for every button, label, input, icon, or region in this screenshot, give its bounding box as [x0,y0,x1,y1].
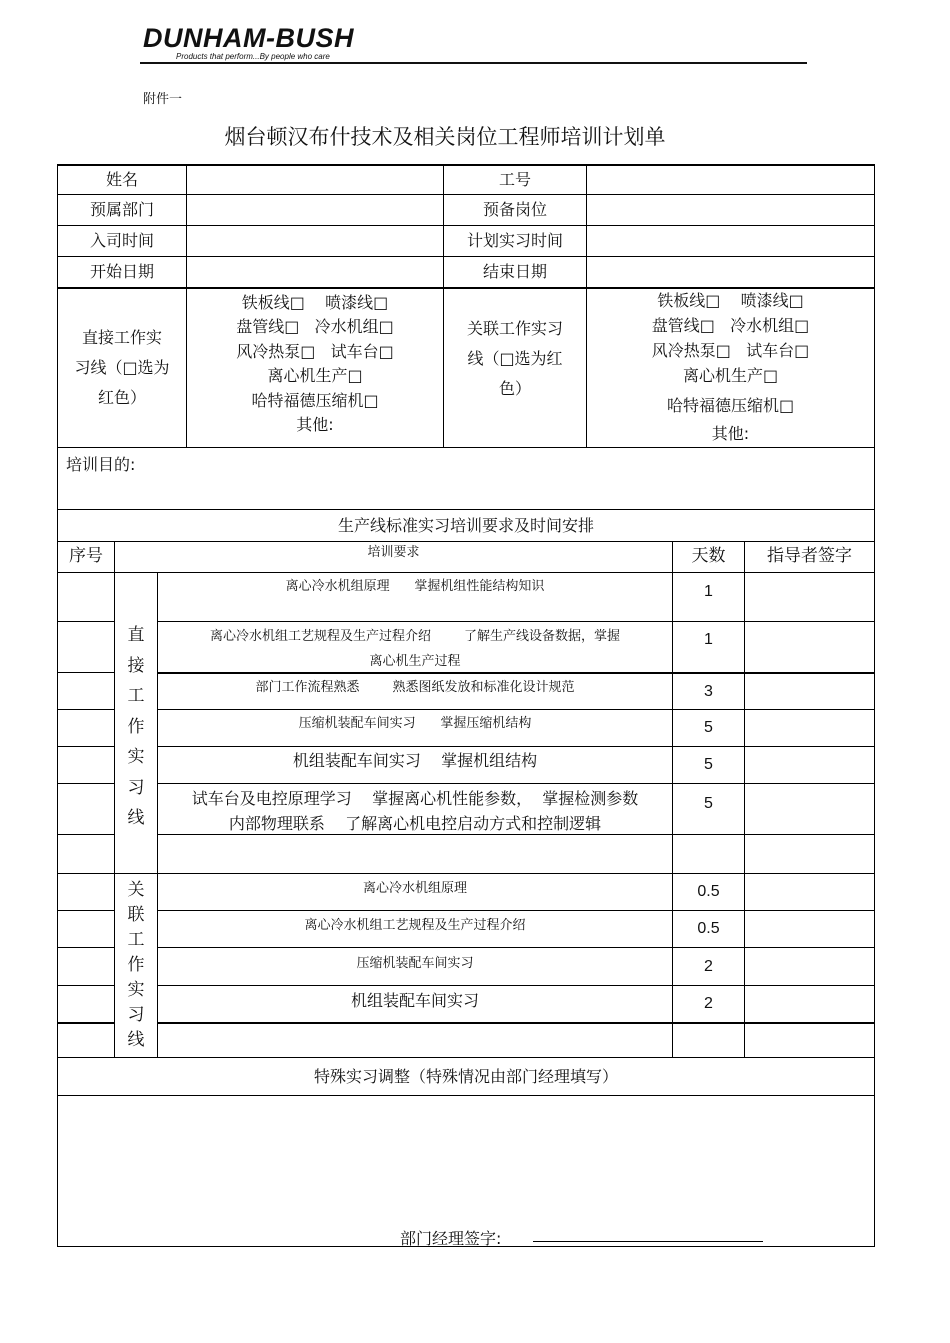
group-label-char: 线 [127,1030,145,1050]
start-date-label: 开始日期 [89,262,154,281]
end-date-label: 结束日期 [482,262,547,281]
group-label-char: 实 [127,980,145,1000]
direct-row-6-sign[interactable] [745,784,874,834]
related-row-3-sign[interactable] [745,948,874,985]
special-notes-field[interactable] [60,1098,872,1218]
direct-row-7-req[interactable] [158,835,672,873]
related-group-label [115,878,157,1053]
group-label-char: 作 [127,955,145,975]
employee-no-label: 工号 [498,169,531,189]
option-row[interactable]: 铁板线□ 喷漆线□ [657,291,804,310]
direct-row-6-req: 试车台及电控原理学习 掌握离心机性能参数， 掌握检测参数 内部物理联系 了解离心机电控启动方式和控制逻辑 [191,789,639,833]
hire-date-field[interactable] [187,226,443,256]
related-line-options[interactable] [587,289,874,445]
option-other[interactable]: 其他: [296,415,334,434]
attachment-label: 附件一 [143,92,183,107]
employee-no-field[interactable] [587,165,874,194]
start-date-field[interactable] [187,257,443,287]
header-divider [140,62,807,64]
group-label-char: 习 [127,777,145,798]
direct-line-label-3: 红色） [97,388,146,407]
option-row[interactable]: 离心机生产□ [267,366,363,385]
direct-row-4-days: 5 [704,719,713,736]
schedule-title: 生产线标准实习培训要求及时间安排 [337,515,594,535]
purpose-field[interactable] [150,450,870,506]
direct-row-1-sign[interactable] [745,573,874,621]
option-row[interactable]: 铁板线□ 喷漆线□ [241,292,389,312]
direct-row-5-sign[interactable] [745,747,874,783]
direct-row-5-req: 机组装配车间实习 掌握机组结构 [292,751,538,770]
group-label-char: 接 [127,655,145,676]
option-row[interactable]: 哈特福德压缩机□ [251,390,379,410]
direct-row-7-sign[interactable] [745,835,874,873]
hire-date-label: 入司时间 [89,231,154,250]
option-row[interactable]: 离心机生产□ [682,366,779,385]
group-label-char: 工 [127,686,145,706]
company-logo: DUNHAM-BUSH [143,23,354,53]
direct-row-5-days: 5 [704,756,713,773]
direct-row-2-sign[interactable] [745,622,874,672]
logo-tagline: Products that perform...By people who care [176,52,330,61]
manager-sign-line[interactable] [533,1241,763,1242]
direct-group-label [115,620,157,834]
related-row-1-sign[interactable] [745,874,874,910]
related-row-4-sign[interactable] [745,986,874,1022]
special-title: 特殊实习调整（特殊情况由部门经理填写） [313,1066,618,1086]
purpose-label: 培训目的: [66,455,136,474]
option-other[interactable]: 其他: [711,424,750,443]
related-row-2-req: 离心冷水机组工艺规程及生产过程介绍 [304,918,526,933]
option-row[interactable]: 风冷热泵□ 试车台□ [651,341,810,360]
direct-row-4-req: 压缩机装配车间实习 掌握压缩机结构 [298,716,532,731]
group-label-char: 关 [127,880,145,900]
col-days: 天数 [691,546,726,567]
related-line-label [444,289,586,429]
manager-sign-label: 部门经理签字: [400,1229,502,1248]
related-row-5-sign[interactable] [745,1024,874,1057]
group-label-char: 直 [127,625,145,645]
direct-row-2-days: 1 [704,631,713,648]
plan-time-field[interactable] [587,226,874,256]
related-row-4-days: 2 [704,995,713,1012]
related-line-label-3: 色） [498,379,531,398]
option-row[interactable]: 盘管线□ 冷水机组□ [651,316,810,335]
group-label-char: 线 [127,808,145,828]
position-label: 预备岗位 [482,200,547,219]
group-label-char: 实 [127,747,145,767]
direct-row-4-sign[interactable] [745,710,874,746]
position-field[interactable] [587,195,874,225]
related-row-2-days: 0.5 [697,920,720,937]
related-row-1-req: 离心冷水机组原理 [362,881,467,896]
name-label: 姓名 [105,169,138,189]
direct-line-label-1: 直接工作实 [81,328,162,347]
group-label-char: 习 [127,1005,145,1025]
related-row-1-days: 0.5 [697,883,720,900]
direct-line-label [58,289,186,447]
direct-row-6-days: 5 [704,795,713,812]
related-row-5-req[interactable] [158,1024,672,1057]
end-date-field[interactable] [587,257,874,287]
col-no: 序号 [69,546,103,567]
group-label-char: 联 [127,905,145,925]
related-row-4-req: 机组装配车间实习 [350,991,479,1010]
page-title: 烟台顿汉布什技术及相关岗位工程师培训计划单 [224,125,666,149]
dept-label: 预属部门 [89,200,154,219]
direct-line-options[interactable] [187,289,443,439]
dept-field[interactable] [187,195,443,225]
name-field[interactable] [187,165,443,194]
direct-row-2-req: 离心冷水机组工艺规程及生产过程介绍 了解生产线设备数据，掌握 离心机生产过程 [209,629,621,669]
option-row[interactable]: 风冷热泵□ 试车台□ [236,341,394,361]
related-row-3-req: 压缩机装配车间实习 [356,956,474,971]
direct-row-3-req: 部门工作流程熟悉 熟悉图纸发放和标准化设计规范 [255,680,575,695]
option-row[interactable]: 盘管线□ 冷水机组□ [236,317,394,336]
related-row-3-days: 2 [704,957,713,975]
option-row[interactable]: 哈特福德压缩机□ [666,396,795,415]
direct-row-3-sign[interactable] [745,674,874,709]
direct-row-1-req: 离心冷水机组原理 掌握机组性能结构知识 [285,579,545,594]
col-requirement: 培训要求 [367,544,420,560]
related-line-label-2: 线（□选为红 [467,349,563,368]
group-label-char: 工 [127,930,145,950]
direct-row-1-days: 1 [704,583,713,600]
related-row-2-sign[interactable] [745,911,874,947]
plan-time-label: 计划实习时间 [466,231,563,250]
direct-line-label-2: 习线（□选为 [74,358,170,377]
direct-row-3-days: 3 [704,682,713,700]
group-label-char: 作 [127,716,145,737]
related-line-label-1: 关联工作实习 [466,319,563,338]
col-signature: 指导者签字 [767,546,852,567]
